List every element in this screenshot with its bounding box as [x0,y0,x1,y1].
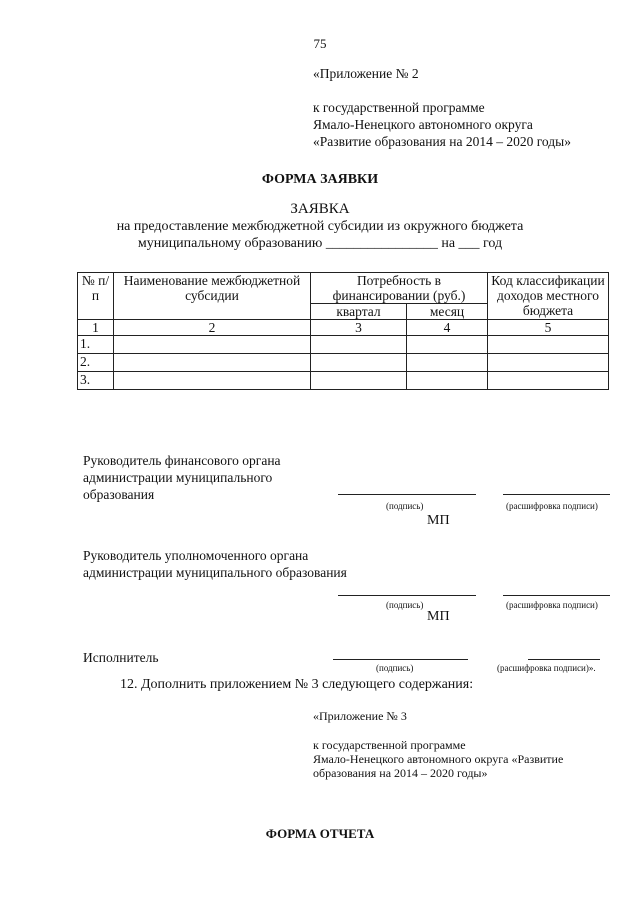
authorized-decode-line[interactable] [503,595,610,596]
subtitle-line-1: на предоставление межбюджетной субсидии из окружного бюджета [116,219,524,234]
header-need: Потребность в финансировании (руб.) [311,273,488,304]
column-number: 4 [407,320,488,336]
authorized-sign-line[interactable] [338,595,476,596]
finance-sign-caption: (подпись) [386,501,424,511]
empty-cell[interactable] [114,336,311,354]
empty-cell[interactable] [488,336,609,354]
authorized-decode-caption: (расшифровка подписи) [506,600,598,610]
header-month: месяц [407,304,488,320]
appendix2-line-2: Ямало-Ненецкого автономного округа [313,117,533,132]
executor-label: Исполнитель [83,650,159,665]
report-title: ФОРМА ОТЧЕТА [265,826,375,841]
appendix2-title: «Приложение № 2 [313,66,419,81]
empty-cell[interactable] [114,372,311,390]
table-row [78,372,609,390]
header-name: Наименование межбюджетной субсидии [114,273,311,320]
subtitle-line-2: муниципальному образованию ________________ на ___ год [137,236,503,251]
empty-cell[interactable] [114,354,311,372]
empty-cell[interactable] [407,372,488,390]
appendix3-line-1: к государственной программе [313,738,466,752]
authorized-stamp: МП [427,609,450,624]
empty-cell[interactable] [407,354,488,372]
table-header-row [78,273,609,304]
page-number: 75 [313,36,327,51]
appendix2-line-3: «Развитие образования на 2014 – 2020 годы» [313,134,571,149]
appendix3-title: «Приложение № 3 [313,709,407,723]
finance-decode-caption: (расшифровка подписи) [506,501,598,511]
zayavka-title: ЗАЯВКА [290,201,350,217]
finance-stamp: МП [427,513,450,528]
table-row [78,354,609,372]
empty-cell[interactable] [488,354,609,372]
form-title: ФОРМА ЗАЯВКИ [261,172,379,187]
finance-sign-line[interactable] [338,494,476,495]
empty-cell[interactable] [407,336,488,354]
empty-cell[interactable] [311,372,407,390]
header-quarter: квартал [311,304,407,320]
authorized-sign-caption: (подпись) [386,600,424,610]
executor-decode-line[interactable] [528,659,600,660]
column-number: 2 [114,320,311,336]
row-number: 1. [78,336,114,354]
finance-head-label: Руководитель финансового органа администрации муниципального образования [83,453,281,502]
column-number: 5 [488,320,609,336]
authorized-head-label: Руководитель уполномоченного органа администрации муниципального образования [83,548,347,580]
column-number: 1 [78,320,114,336]
paragraph-12: 12. Дополнить приложением № 3 следующего содержания: [120,677,474,692]
empty-cell[interactable] [311,336,407,354]
header-code: Код классификации доходов местного бюджета [488,273,609,320]
row-number: 2. [78,354,114,372]
appendix2-line-1: к государственной программе [313,100,485,115]
header-num: № п/п [78,273,114,320]
request-table [77,272,609,390]
executor-decode-caption: (расшифровка подписи)». [497,663,596,673]
table-row [78,336,609,354]
column-number-row [78,320,609,336]
empty-cell[interactable] [311,354,407,372]
appendix3-line-3: образования на 2014 – 2020 годы» [313,766,488,780]
column-number: 3 [311,320,407,336]
executor-sign-line[interactable] [333,659,468,660]
executor-sign-caption: (подпись) [376,663,414,673]
finance-decode-line[interactable] [503,494,610,495]
row-number: 3. [78,372,114,390]
empty-cell[interactable] [488,372,609,390]
appendix3-line-2: Ямало-Ненецкого автономного округа «Развитие [313,752,564,766]
